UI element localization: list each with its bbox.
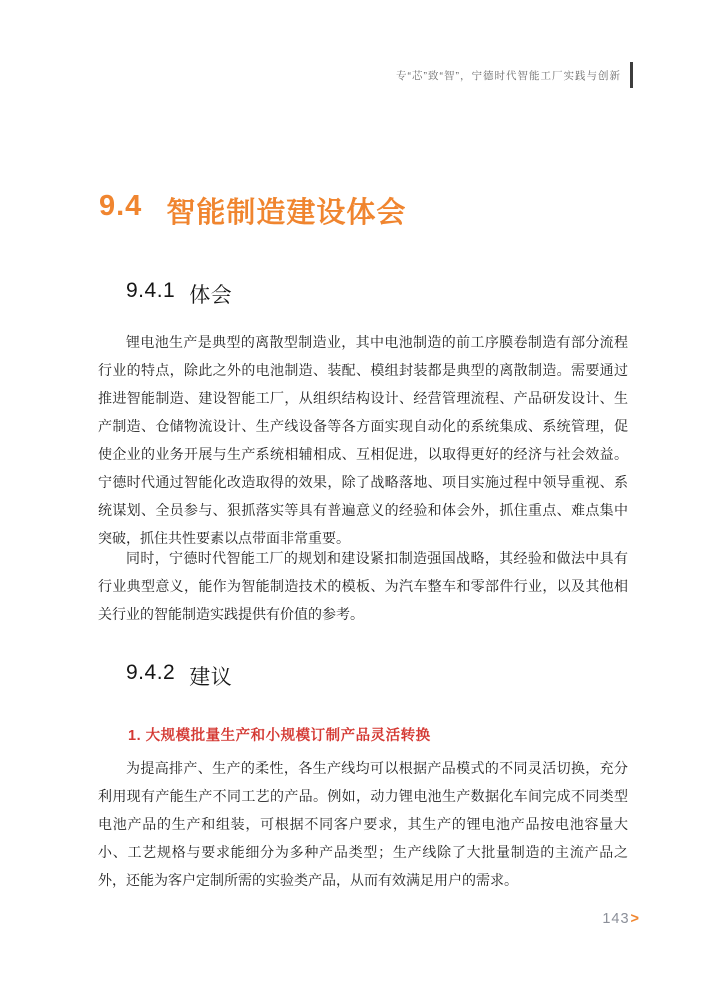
header-divider-bar [630, 62, 633, 88]
section-title-text: 体会 [189, 284, 233, 307]
page-number-value: 143 [602, 911, 630, 927]
chapter-title [99, 190, 406, 231]
section-title-9-4-1 [126, 279, 232, 309]
section-number: 9.4.1 [126, 279, 176, 302]
section-title-text: 建议 [189, 666, 233, 689]
subheading-red-item-1: 1. 大规模批量生产和小规模订制产品灵活转换 [128, 728, 431, 744]
page-number [602, 911, 640, 927]
chapter-number: 9.4 [99, 190, 143, 222]
paragraph-3: 为提高排产、生产的柔性，各生产线均可以根据产品模式的不同灵活切换，充分利用现有产能生产不同工艺的产品。例如，动力锂电池生产数据化车间完成不同类型电池产品的生产和组装，可根据不同客户要求，其生产的锂电池产品按电池容量大小、工艺规格与要求能细分为多种产品类型；生产线除了大批量制造的主流产品之外，还能为客户定制所需的实验类产品，从而有效满足用户的需求。 [98, 762, 628, 889]
section-title-9-4-2 [126, 661, 232, 691]
running-head-text: 专“芯”致“智”，宁德时代智能工厂实践与创新 [396, 69, 621, 82]
section-number: 9.4.2 [126, 661, 176, 684]
chapter-title-text: 智能制造建设体会 [166, 197, 407, 229]
page-number-arrow-icon: > [630, 911, 640, 927]
paragraph-1: 锂电池生产是典型的离散型制造业，其中电池制造的前工序膜卷制造有部分流程行业的特点，除此之外的电池制造、装配、模组封装都是典型的离散制造。需要通过推进智能制造、建设智能工厂，从组织结构设计、经营管理流程、产品研发设计、生产制造、仓储物流设计、生产线设备等各方面实现自动化的系统集成、系统管理，促使企业的业务开展与生产系统相辅相成、互相促进，以取得更好的经济与社会效益。宁德时代通过智能化改造取得的效果，除了战略落地、项目实施过程中领导重视、系统谋划、全员参与、狠抓落实等具有普遍意义的经验和体会外，抓住重点、难点集中突破，抓住共性要素以点带面非常重要。 [98, 336, 628, 547]
paragraph-2: 同时，宁德时代智能工厂的规划和建设紧扣制造强国战略，其经验和做法中具有行业典型意义，能作为智能制造技术的模板、为汽车整车和零部件行业，以及其他相关行业的智能制造实践提供有价值的参考。 [98, 552, 628, 623]
page-header [396, 62, 633, 88]
